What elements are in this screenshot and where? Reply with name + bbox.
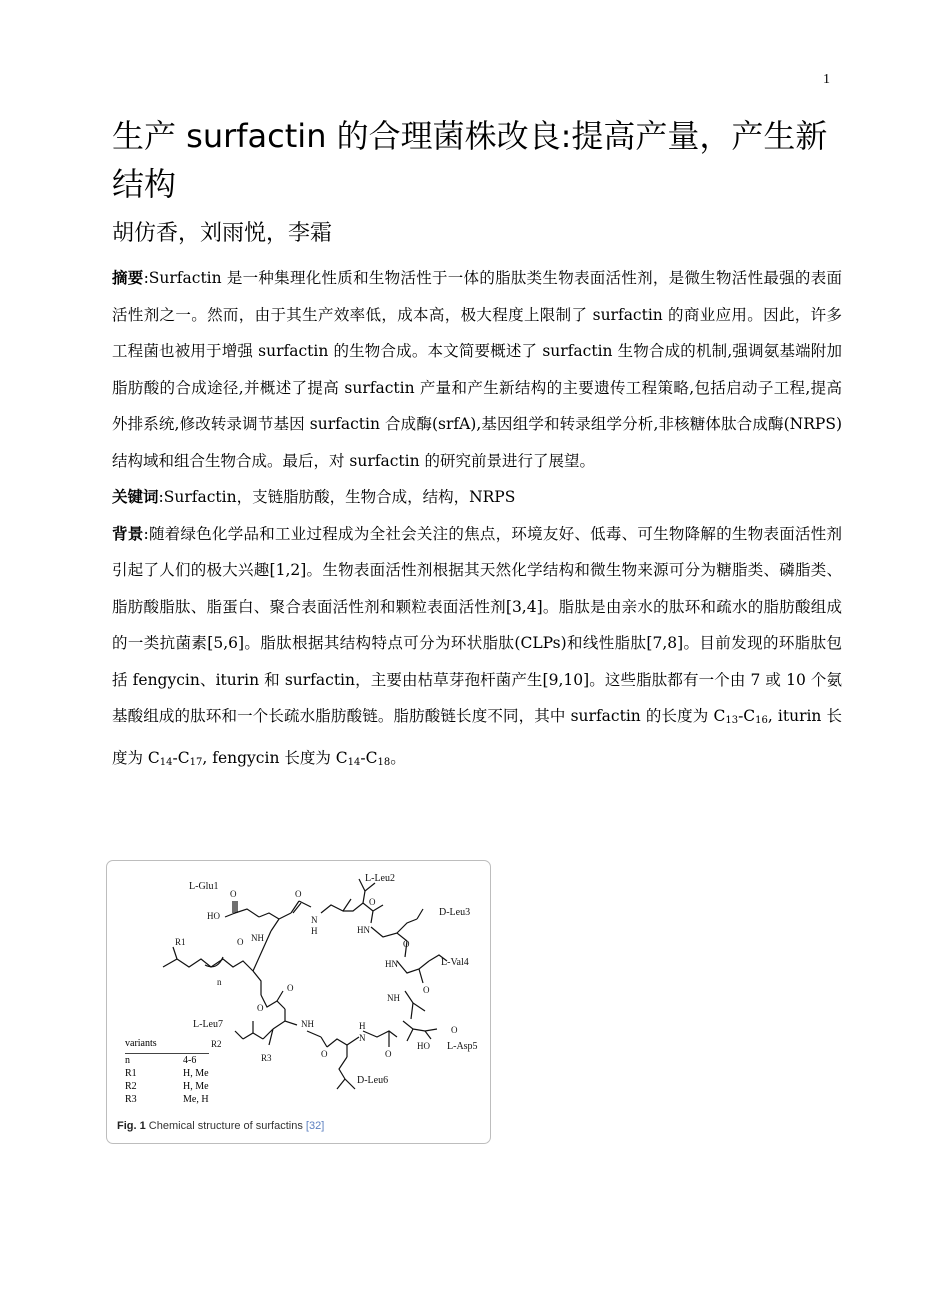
residue-label: L-Val4 [441, 957, 469, 968]
figure-caption [117, 1120, 324, 1132]
subscript: 17 [189, 756, 203, 768]
subscript: 14 [347, 756, 361, 768]
subscript: 16 [755, 715, 768, 726]
table-cell: Me, H [183, 1094, 209, 1105]
background-label: 背景 [112, 524, 144, 543]
keywords-label: 关键词 [112, 488, 159, 506]
atom-n: N [359, 1033, 366, 1043]
variants-table [125, 1037, 209, 1106]
table-row [125, 1054, 209, 1068]
atom-o: O [385, 1049, 392, 1059]
subscript: 13 [725, 715, 739, 726]
atom-o: O [295, 889, 302, 899]
page-number: 1 [823, 72, 830, 87]
table-cell: R3 [125, 1094, 137, 1105]
atom-r2: R2 [211, 1039, 222, 1049]
figure-caption-label: Fig. 1 [117, 1120, 146, 1132]
atom-o: O [237, 937, 244, 947]
residue-label: L-Leu7 [193, 1019, 223, 1030]
table-cell: H, Me [183, 1081, 209, 1092]
atom-hn: HN [385, 959, 398, 969]
atom-hn: HN [357, 925, 370, 935]
atom-r1: R1 [175, 937, 186, 947]
table-header-row [125, 1037, 209, 1054]
background-text: -C [172, 748, 190, 767]
figure-surfactin-structure [106, 860, 491, 1144]
atom-o: O [257, 1003, 264, 1013]
keywords-text: :Surfactin，支链脂肪酸，生物合成，结构，NRPS [158, 488, 516, 506]
atom-nh: NH [251, 933, 264, 943]
atom-o: O [369, 897, 376, 907]
citation-link[interactable]: [32] [305, 1120, 325, 1132]
atom-o: O [451, 1025, 458, 1035]
background-text: 。 [390, 748, 406, 767]
table-row [125, 1080, 209, 1093]
atom-h: H [359, 1021, 366, 1031]
atom-ho: HO [207, 911, 220, 921]
abstract-label: 摘要 [112, 269, 144, 287]
atom-h: H [311, 926, 318, 936]
background-text: :随着绿色化学品和工业过程成为全社会关注的焦点，环境友好、低毒、可生物降解的生物表面活性剂引起了人们的极大兴趣[1,2]。生物表面活性剂根据其天然化学结构和微生物来源可分为糖脂类、磷脂类、脂肪酸脂肽、脂蛋白、聚合表面活性剂和颗粒表面活性剂[3,4]。脂肽是由亲水的肽环和疏水的脂肪酸组成的一类抗菌素[5,6]。脂肽根据其结构特点可分为环状脂肽(CLPs)和线性脂肽[7,8]。目前发现的环脂肽包括 fengycin、iturin 和 surfactin，主要由枯草芽孢杆菌产生[9,10]。这些脂肽都有一个由 7 或 10 个氨基酸组成的肽环和一个长疏水脂肪酸链。脂肪酸链长度不同，其中 surfactin 的长度为 C [112, 524, 842, 725]
background-text: , fengycin 长度为 C [202, 748, 348, 767]
table-cell: 4-6 [183, 1055, 197, 1066]
paper-title: 生产 surfactin 的合理菌株改良:提高产量，产生新结构 [112, 117, 828, 203]
table-row [125, 1093, 209, 1106]
atom-nh: NH [387, 993, 400, 1003]
residue-label: L-Glu1 [189, 881, 219, 892]
atom-ho: HO [417, 1041, 430, 1051]
subscript: 14 [159, 756, 173, 768]
atom-o: O [403, 939, 410, 949]
table-header: variants [125, 1037, 209, 1054]
residue-labels [189, 873, 478, 1086]
atom-r3: R3 [261, 1053, 272, 1063]
background-text: -C [360, 748, 378, 767]
abstract-text: :Surfactin 是一种集理化性质和生物活性于一体的脂肽类生物表面活性剂，是微生物活性最强的表面活性剂之一。然而，由于其生产效率低，成本高，极大程度上限制了 surfactin 的商业应用。因此，许多工程菌也被用于增强 surfactin 的生物合成。本文简要概述了 surfactin 生物合成的机制,强调氨基端附加脂肪酸的合成途径,并概述了提高 surfactin 产量和产生新结构的主要遗传工程策略,包括启动子工程,提高外排系统,修改转录调节基因 surfactin 合成酶(srfA),基因组学和转录组学分析,非核糖体肽合成酶(NRPS)结构域和组合生物合成。最后，对 surfactin 的研究前景进行了展望。 [112, 269, 842, 470]
atom-n-subscript: n [217, 977, 222, 987]
atom-o: O [321, 1049, 328, 1059]
figure-caption-text: Chemical structure of surfactins [148, 1120, 303, 1132]
background-text: , iturin 长度为 C [112, 707, 842, 767]
background-paragraph [112, 516, 842, 782]
body-text [112, 260, 842, 781]
atom-o: O [230, 889, 237, 899]
table-row [125, 1067, 209, 1080]
abstract-paragraph [112, 260, 842, 479]
atom-nh: NH [301, 1019, 314, 1029]
table-cell: R2 [125, 1081, 137, 1092]
residue-label: L-Asp5 [447, 1041, 478, 1052]
table-cell: n [125, 1055, 130, 1066]
keywords-paragraph [112, 479, 842, 516]
author-list: 胡仿香，刘雨悦，李霜 [112, 221, 333, 246]
subscript: 18 [377, 756, 391, 768]
residue-label: D-Leu6 [357, 1075, 389, 1086]
table-cell: H, Me [183, 1068, 209, 1079]
table-cell: R1 [125, 1068, 137, 1079]
residue-label: D-Leu3 [439, 907, 471, 918]
atom-o: O [423, 985, 430, 995]
background-text: -C [738, 707, 756, 725]
residue-label: L-Leu2 [365, 873, 395, 884]
atom-n: N [311, 915, 318, 925]
atom-o: O [287, 983, 294, 993]
atom-labels [175, 889, 458, 1063]
